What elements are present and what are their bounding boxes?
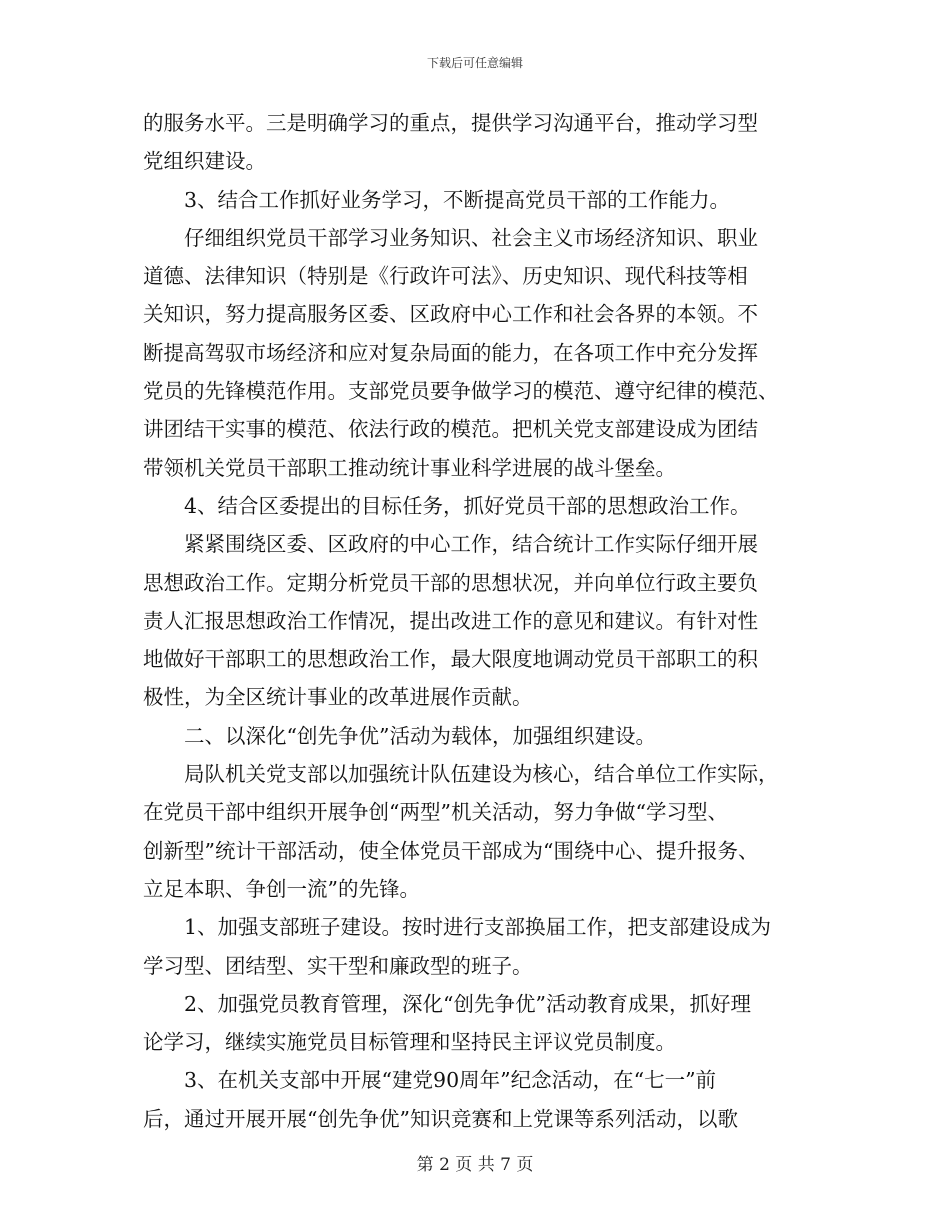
text-line: 紧紧围绕区委、区政府的中心工作，结合统计工作实际仔细开展 bbox=[184, 532, 758, 557]
text-line: 学习型、团结型、实干型和廉政型的班子。 bbox=[143, 953, 533, 978]
text-line: 仔细组织党员干部学习业务知识、社会主义市场经济知识、职业 bbox=[184, 225, 758, 250]
text-line: 党员的先锋模范作用。支部党员要争做学习的模范、遵守纪律的模范、 bbox=[143, 379, 779, 404]
text-line: 论学习，继续实施党员目标管理和坚持民主评议党员制度。 bbox=[143, 1030, 676, 1055]
text-line: 局队机关党支部以加强统计队伍建设为核心，结合单位工作实际， bbox=[184, 762, 779, 787]
text-line: 创新型”统计干部活动，使全体党员干部成为“围绕中心、提升报务、 bbox=[143, 838, 759, 863]
section-heading: 二、以深化“创先争优”活动为载体，加强组织建设。 bbox=[184, 723, 656, 748]
text-line: 地做好干部职工的思想政治工作，最大限度地调动党员干部职工的积 bbox=[143, 647, 758, 672]
text-line: 关知识，努力提高服务区委、区政府中心工作和社会各界的本领。不 bbox=[143, 302, 758, 327]
text-line: 1、加强支部班子建设。按时进行支部换届工作，把支部建设成为 bbox=[184, 915, 772, 940]
page-number-footer: 第 2 页 共 7 页 bbox=[416, 1155, 534, 1175]
text-line: 党组织建设。 bbox=[143, 149, 266, 174]
text-line: 的服务水平。三是明确学习的重点，提供学习沟通平台，推动学习型 bbox=[143, 111, 758, 135]
section-heading: 3、结合工作抓好业务学习，不断提高党员干部的工作能力。 bbox=[184, 187, 731, 212]
text-line: 带领机关党员干部职工推动统计事业科学进展的战斗堡垒。 bbox=[143, 455, 676, 480]
text-line: 2、加强党员教育管理，深化“创先争优”活动教育成果，抓好理 bbox=[184, 991, 752, 1016]
document-body bbox=[143, 104, 807, 1138]
text-line: 立足本职、争创一流”的先锋。 bbox=[143, 876, 420, 901]
text-line: 思想政治工作。定期分析党员干部的思想状况，并向单位行政主要负 bbox=[143, 570, 758, 595]
text-line: 断提高驾驭市场经济和应对复杂局面的能力，在各项工作中充分发挥 bbox=[143, 340, 758, 365]
section-heading: 4、结合区委提出的目标任务，抓好党员干部的思想政治工作。 bbox=[184, 493, 751, 518]
text-line: 责人汇报思想政治工作情况，提出改进工作的意见和建议。有针对性 bbox=[143, 608, 758, 633]
text-line: 后，通过开展开展“创先争优”知识竞赛和上党课等系列活动，以歌 bbox=[143, 1106, 738, 1131]
page-header-note: 下载后可任意编辑 bbox=[426, 56, 523, 70]
text-line: 极性，为全区统计事业的改革进展作贡献。 bbox=[143, 685, 533, 710]
text-line: 讲团结干实事的模范、依法行政的模范。把机关党支部建设成为团结 bbox=[143, 417, 758, 442]
text-line: 在党员干部中组织开展争创“两型”机关活动，努力争做“学习型、 bbox=[143, 800, 728, 825]
text-line: 3、在机关支部中开展“建党90周年”纪念活动，在“七一”前 bbox=[184, 1068, 717, 1093]
text-line: 道德、法律知识（特别是《行政许可法》、历史知识、现代科技等相 bbox=[143, 264, 748, 289]
